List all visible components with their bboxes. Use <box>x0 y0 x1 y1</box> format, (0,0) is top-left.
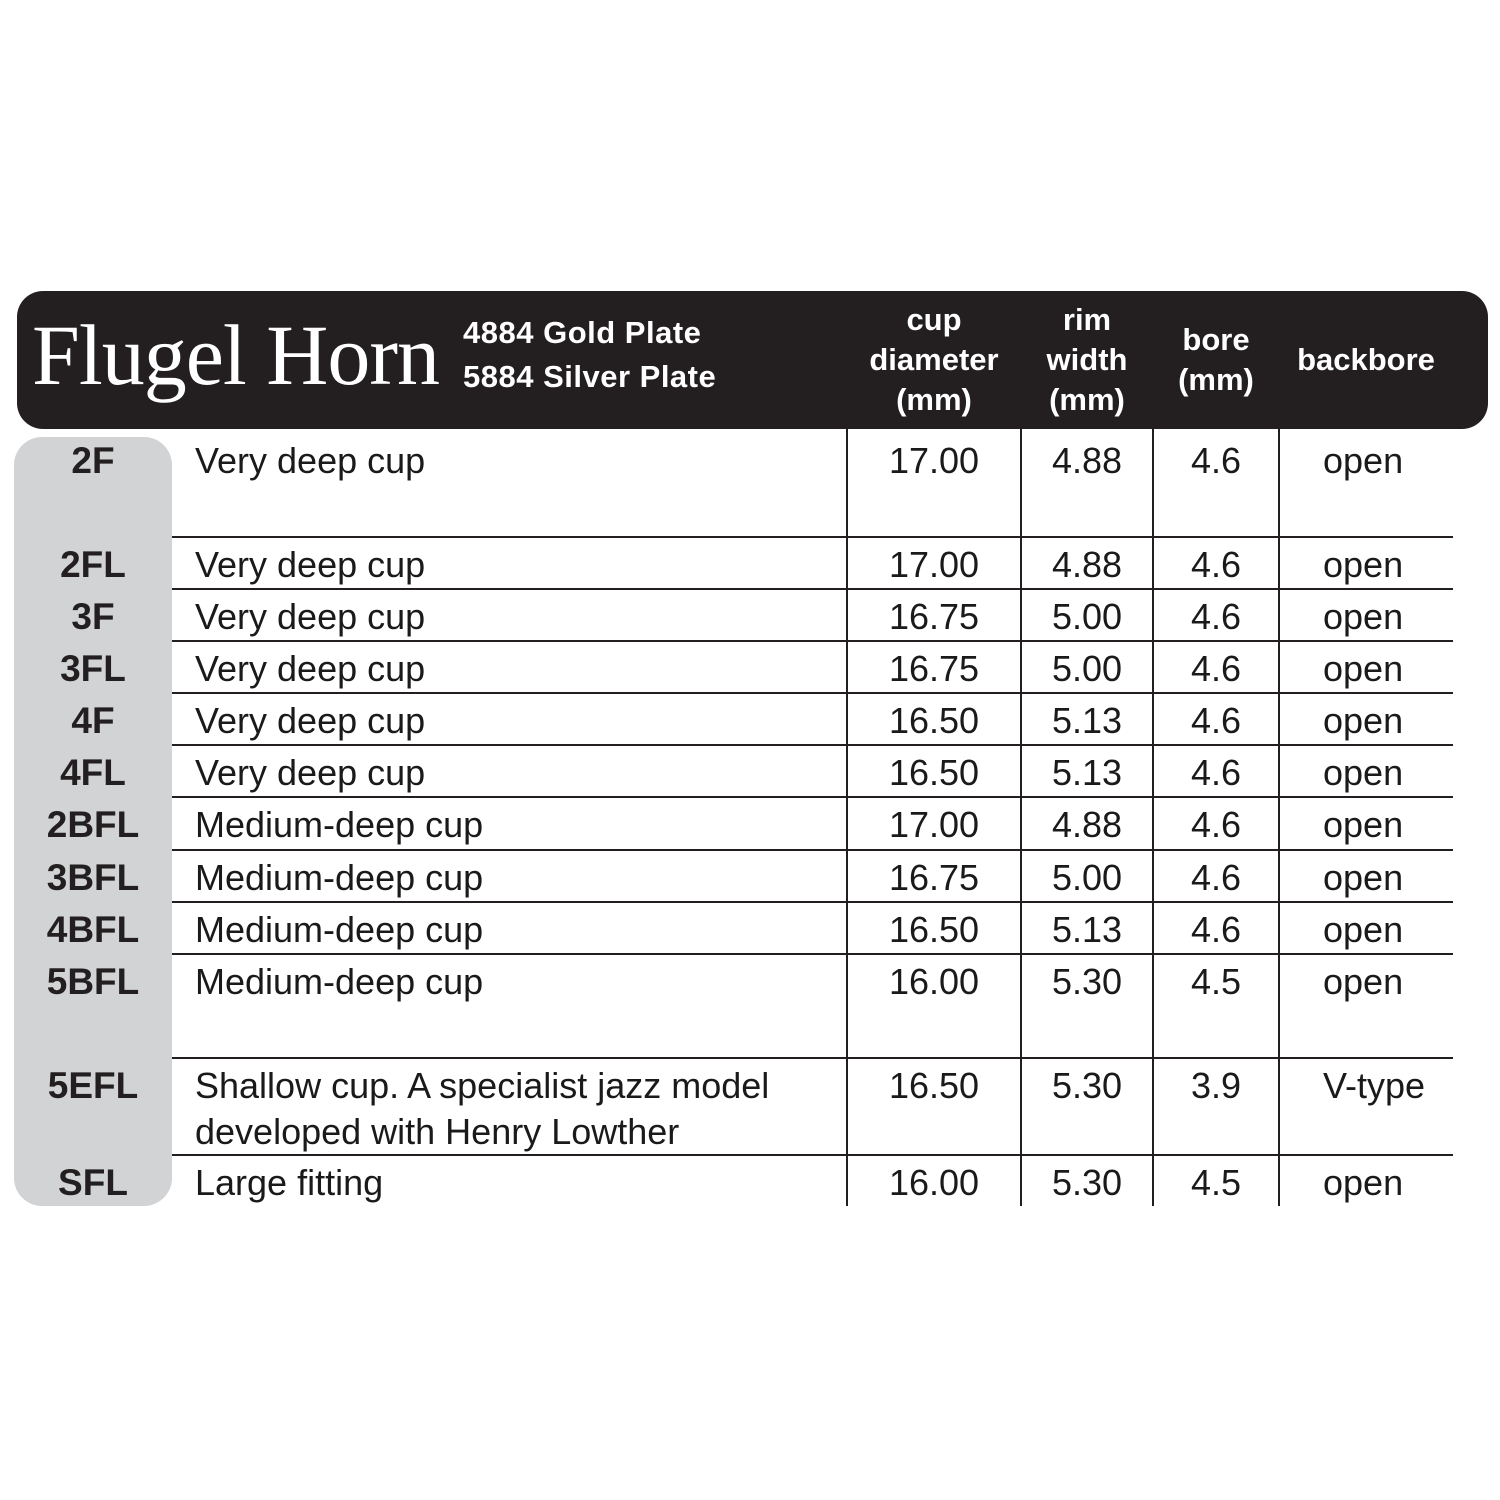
cup-diameter-value: 17.00 <box>888 804 980 845</box>
page-title: Flugel Horn <box>32 307 440 403</box>
row-divider <box>172 640 1453 642</box>
cup-description: Medium-deep cup <box>195 909 484 950</box>
row-divider <box>172 536 1453 538</box>
model-code: 3BFL <box>46 857 140 898</box>
cup-diameter-value: 16.75 <box>888 596 980 637</box>
rim-width-value: 5.13 <box>1051 700 1123 741</box>
cup-description: Very deep cup <box>195 544 426 585</box>
backbore-value: open <box>1323 440 1404 481</box>
cup-description: Shallow cup. A specialist jazz model developed with Henry Lowther <box>195 1065 770 1152</box>
model-code: 2F <box>71 440 115 481</box>
bore-value: 4.6 <box>1190 909 1242 950</box>
cup-diameter-value: 16.75 <box>888 648 980 689</box>
cup-description: Large fitting <box>195 1162 384 1203</box>
cup-diameter-value: 17.00 <box>888 544 980 585</box>
rim-width-value: 5.13 <box>1051 909 1123 950</box>
model-code: 5BFL <box>46 961 140 1002</box>
column-header-bore: bore (mm) <box>1178 322 1254 397</box>
backbore-value: open <box>1323 857 1404 898</box>
row-divider <box>172 744 1453 746</box>
column-header-backbore: backbore <box>1297 342 1435 377</box>
cup-diameter-value: 16.00 <box>888 961 980 1002</box>
row-divider <box>172 796 1453 798</box>
cup-diameter-value: 17.00 <box>888 440 980 481</box>
rim-width-value: 5.00 <box>1051 648 1123 689</box>
backbore-value: open <box>1323 961 1404 1002</box>
column-header-cup-diameter: cup diameter (mm) <box>869 302 999 417</box>
row-divider <box>172 953 1453 955</box>
column-header-rim-width: rim width (mm) <box>1046 302 1128 417</box>
bore-value: 4.6 <box>1190 596 1242 637</box>
model-numbers <box>463 311 716 399</box>
backbore-value: open <box>1323 909 1404 950</box>
cup-description: Medium-deep cup <box>195 961 484 1002</box>
backbore-value: open <box>1323 752 1404 793</box>
bore-value: 4.6 <box>1190 804 1242 845</box>
model-code: 4FL <box>60 752 126 793</box>
rim-width-value: 4.88 <box>1051 440 1123 481</box>
bore-value: 4.6 <box>1190 752 1242 793</box>
rim-width-value: 5.30 <box>1051 1162 1123 1203</box>
bore-value: 4.6 <box>1190 544 1242 585</box>
bore-value: 4.6 <box>1190 648 1242 689</box>
bore-value: 4.6 <box>1190 857 1242 898</box>
bore-value: 4.6 <box>1190 440 1242 481</box>
cup-description: Very deep cup <box>195 440 426 481</box>
backbore-value: open <box>1323 1162 1404 1203</box>
bore-value: 4.6 <box>1190 700 1242 741</box>
rim-width-value: 5.30 <box>1051 1065 1123 1106</box>
bore-value: 4.5 <box>1190 1162 1242 1203</box>
bore-value: 4.5 <box>1190 961 1242 1002</box>
backbore-value: open <box>1323 804 1404 845</box>
cup-description: Medium-deep cup <box>195 804 484 845</box>
row-divider <box>172 849 1453 851</box>
rim-width-value: 5.30 <box>1051 961 1123 1002</box>
model-gold-plate: 4884 Gold Plate <box>463 315 702 350</box>
model-code: 2BFL <box>46 804 140 845</box>
model-code: 4BFL <box>46 909 140 950</box>
backbore-value: open <box>1323 596 1404 637</box>
row-divider <box>172 692 1453 694</box>
bore-value: 3.9 <box>1190 1065 1242 1106</box>
cup-diameter-value: 16.50 <box>888 700 980 741</box>
model-code: 3FL <box>60 648 126 689</box>
row-divider <box>172 901 1453 903</box>
cup-diameter-value: 16.50 <box>888 909 980 950</box>
model-code: 2FL <box>60 544 126 585</box>
table-header <box>17 291 1488 429</box>
rim-width-value: 5.00 <box>1051 857 1123 898</box>
row-divider <box>172 1057 1453 1059</box>
cup-description: Very deep cup <box>195 752 426 793</box>
cup-description: Very deep cup <box>195 700 426 741</box>
cup-diameter-value: 16.50 <box>888 752 980 793</box>
backbore-value: open <box>1323 544 1404 585</box>
backbore-value: open <box>1323 700 1404 741</box>
rim-width-value: 4.88 <box>1051 804 1123 845</box>
rim-width-value: 5.13 <box>1051 752 1123 793</box>
model-code: SFL <box>58 1162 128 1203</box>
cup-diameter-value: 16.00 <box>888 1162 980 1203</box>
cup-description: Medium-deep cup <box>195 857 484 898</box>
cup-diameter-value: 16.50 <box>888 1065 980 1106</box>
model-silver-plate: 5884 Silver Plate <box>463 359 717 394</box>
cup-diameter-value: 16.75 <box>888 857 980 898</box>
cup-description: Very deep cup <box>195 596 426 637</box>
model-code: 5EFL <box>47 1065 139 1106</box>
rim-width-value: 4.88 <box>1051 544 1123 585</box>
model-code: 3F <box>71 596 115 637</box>
cup-description: Very deep cup <box>195 648 426 689</box>
rim-width-value: 5.00 <box>1051 596 1123 637</box>
backbore-value: open <box>1323 648 1404 689</box>
backbore-value: V-type <box>1323 1065 1426 1106</box>
row-divider <box>172 588 1453 590</box>
model-code: 4F <box>71 700 115 741</box>
